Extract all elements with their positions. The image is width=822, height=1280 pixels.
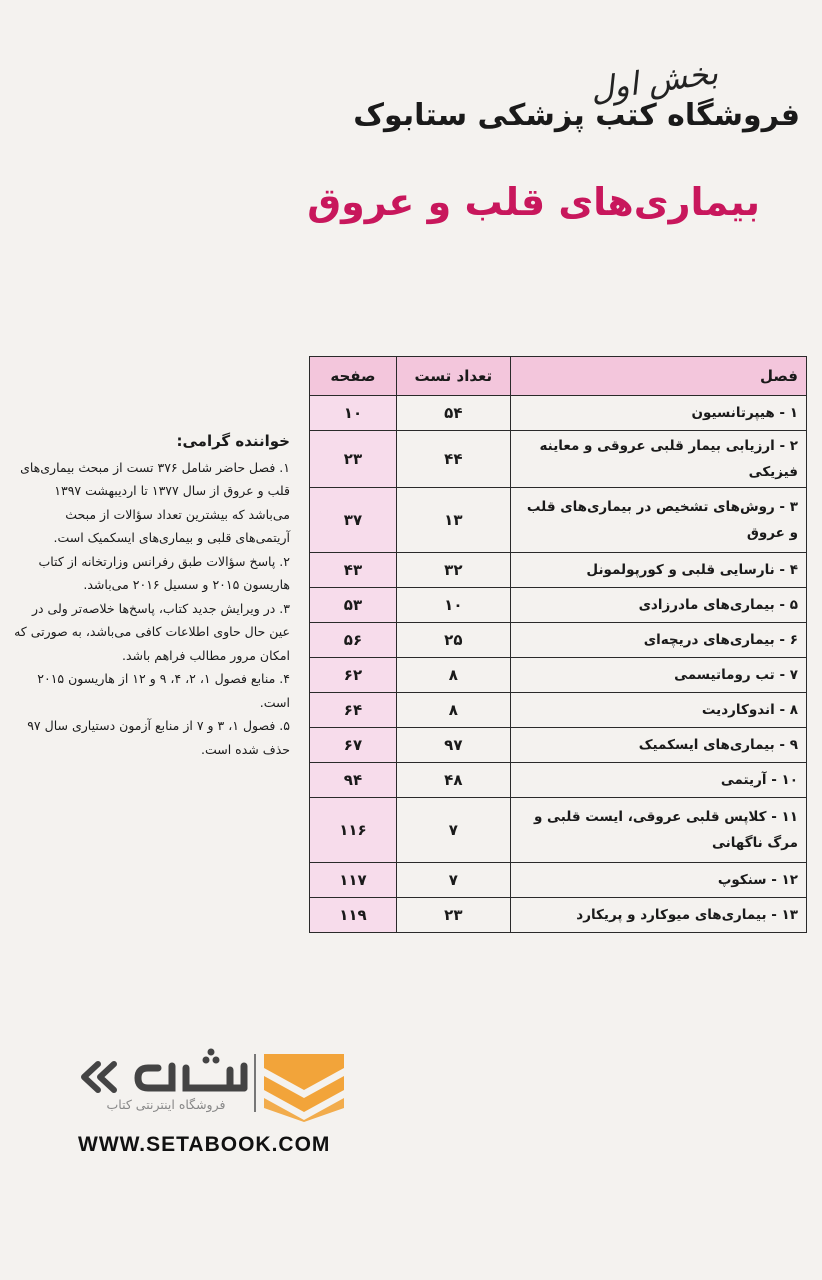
- toc-chapter: ۱۲ - سنکوپ: [510, 863, 806, 898]
- table-row: [310, 431, 807, 488]
- toc-chapter: ۷ - تب روماتیسمی: [510, 658, 806, 693]
- toc-chapter: ۳ - روش‌های تشخیص در بیماری‌های قلب و عروق: [510, 488, 806, 553]
- table-row: [310, 798, 807, 863]
- toc-count: ۷: [396, 798, 510, 863]
- toc-page: ۴۳: [310, 553, 397, 588]
- toc-chapter: ۴ - نارسایی قلبی و کورپولمونل: [510, 553, 806, 588]
- reader-note-item: ۲. پاسخ سؤالات طبق رفرانس وزارتخانه از کتاب هاریسون ۲۰۱۵ و سسیل ۲۰۱۶ می‌باشد.: [38, 553, 290, 592]
- toc-count: ۱۰: [396, 588, 510, 623]
- toc-page: ۶۴: [310, 693, 397, 728]
- toc-count: ۲۵: [396, 623, 510, 658]
- table-row: [310, 588, 807, 623]
- reader-note-item: ۴. منابع فصول ۱، ۲، ۴، ۹ و ۱۲ از هاریسون ۲۰۱۵ است.: [37, 671, 290, 710]
- table-row: [310, 728, 807, 763]
- reader-note-item: ۳. در ویرایش جدید کتاب، پاسخ‌ها خلاصه‌تر ولی در عین حال حاوی اطلاعات کافی می‌باشد، به صورتی که امکان مرور مطالب فراهم باشد.: [14, 600, 290, 663]
- toc-chapter: ۱۰ - آریتمی: [510, 763, 806, 798]
- table-row: [310, 863, 807, 898]
- toc-chapter: ۲ - ارزیابی بیمار قلبی عروقی و معاینه فیزیکی: [510, 431, 806, 488]
- toc-count: ۸: [396, 658, 510, 693]
- toc-page: ۱۱۶: [310, 798, 397, 863]
- toc-page: ۹۴: [310, 763, 397, 798]
- table-row: [310, 693, 807, 728]
- toc-count: ۳۲: [396, 553, 510, 588]
- toc-count: ۴۸: [396, 763, 510, 798]
- toc-count: ۷: [396, 863, 510, 898]
- logo-chevron-icon: [264, 1054, 344, 1122]
- toc-count: ۲۳: [396, 898, 510, 933]
- toc-page: ۶۲: [310, 658, 397, 693]
- table-row: [310, 898, 807, 933]
- table-row: [310, 763, 807, 798]
- table-row: [310, 488, 807, 553]
- table-row: [310, 658, 807, 693]
- toc-count: ۵۴: [396, 396, 510, 431]
- table-of-contents: [309, 356, 807, 933]
- toc-chapter: ۱۱ - کلاپس قلبی عروقی، ایست قلبی و مرگ ناگهانی: [510, 798, 806, 863]
- toc-chapter: ۹ - بیماری‌های ایسکمیک: [510, 728, 806, 763]
- toc-header-chapter: فصل: [510, 357, 806, 396]
- toc-count: ۹۷: [396, 728, 510, 763]
- reader-note-item: ۵. فصول ۱، ۳ و ۷ از منابع آزمون دستیاری سال ۹۷ حذف شده است.: [27, 718, 290, 757]
- table-row: [310, 396, 807, 431]
- toc-page: ۶۷: [310, 728, 397, 763]
- toc-page: ۳۷: [310, 488, 397, 553]
- toc-chapter: ۱ - هیپرتانسیون: [510, 396, 806, 431]
- toc-page: ۵۳: [310, 588, 397, 623]
- toc-header-row: [310, 357, 807, 396]
- table-row: [310, 553, 807, 588]
- toc-header-count: تعداد تست: [396, 357, 510, 396]
- toc-count: ۱۳: [396, 488, 510, 553]
- toc-chapter: ۶ - بیماری‌های دریچه‌ای: [510, 623, 806, 658]
- toc-chapter: ۸ - اندوکاردیت: [510, 693, 806, 728]
- logo-subtitle: فروشگاه اینترنتی کتاب: [106, 1097, 226, 1112]
- toc-page: ۱۱۹: [310, 898, 397, 933]
- toc-count: ۸: [396, 693, 510, 728]
- toc-chapter: ۱۳ - بیماری‌های میوکارد و پریکارد: [510, 898, 806, 933]
- reader-note-item: ۱. فصل حاضر شامل ۳۷۶ تست از مبحث بیماری‌های قلب و عروق از سال ۱۳۷۷ تا اردیبهشت ۱۳۹۷ می‌باشد که بیشترین تعداد سؤالات از مبحث آریتمی‌های قلبی و بیماری‌های ایسکمیک است.: [20, 459, 290, 545]
- toc-chapter: ۵ - بیماری‌های مادرزادی: [510, 588, 806, 623]
- book-title: بیماری‌های قلب و عروق: [307, 180, 760, 224]
- reader-note: [14, 430, 290, 761]
- website-url: WWW.SETABOOK.COM: [78, 1133, 331, 1156]
- section-label: بخش اول: [587, 53, 721, 109]
- table-row: [310, 623, 807, 658]
- toc-page: ۵۶: [310, 623, 397, 658]
- store-title: فروشگاه کتب پزشکی ستابوک: [353, 98, 800, 133]
- toc-header-page: صفحه: [310, 357, 397, 396]
- toc-page: ۱۰: [310, 396, 397, 431]
- toc-count: ۴۴: [396, 431, 510, 488]
- reader-note-heading: خواننده گرامی:: [176, 432, 290, 450]
- toc-page: ۲۳: [310, 431, 397, 488]
- toc-page: ۱۱۷: [310, 863, 397, 898]
